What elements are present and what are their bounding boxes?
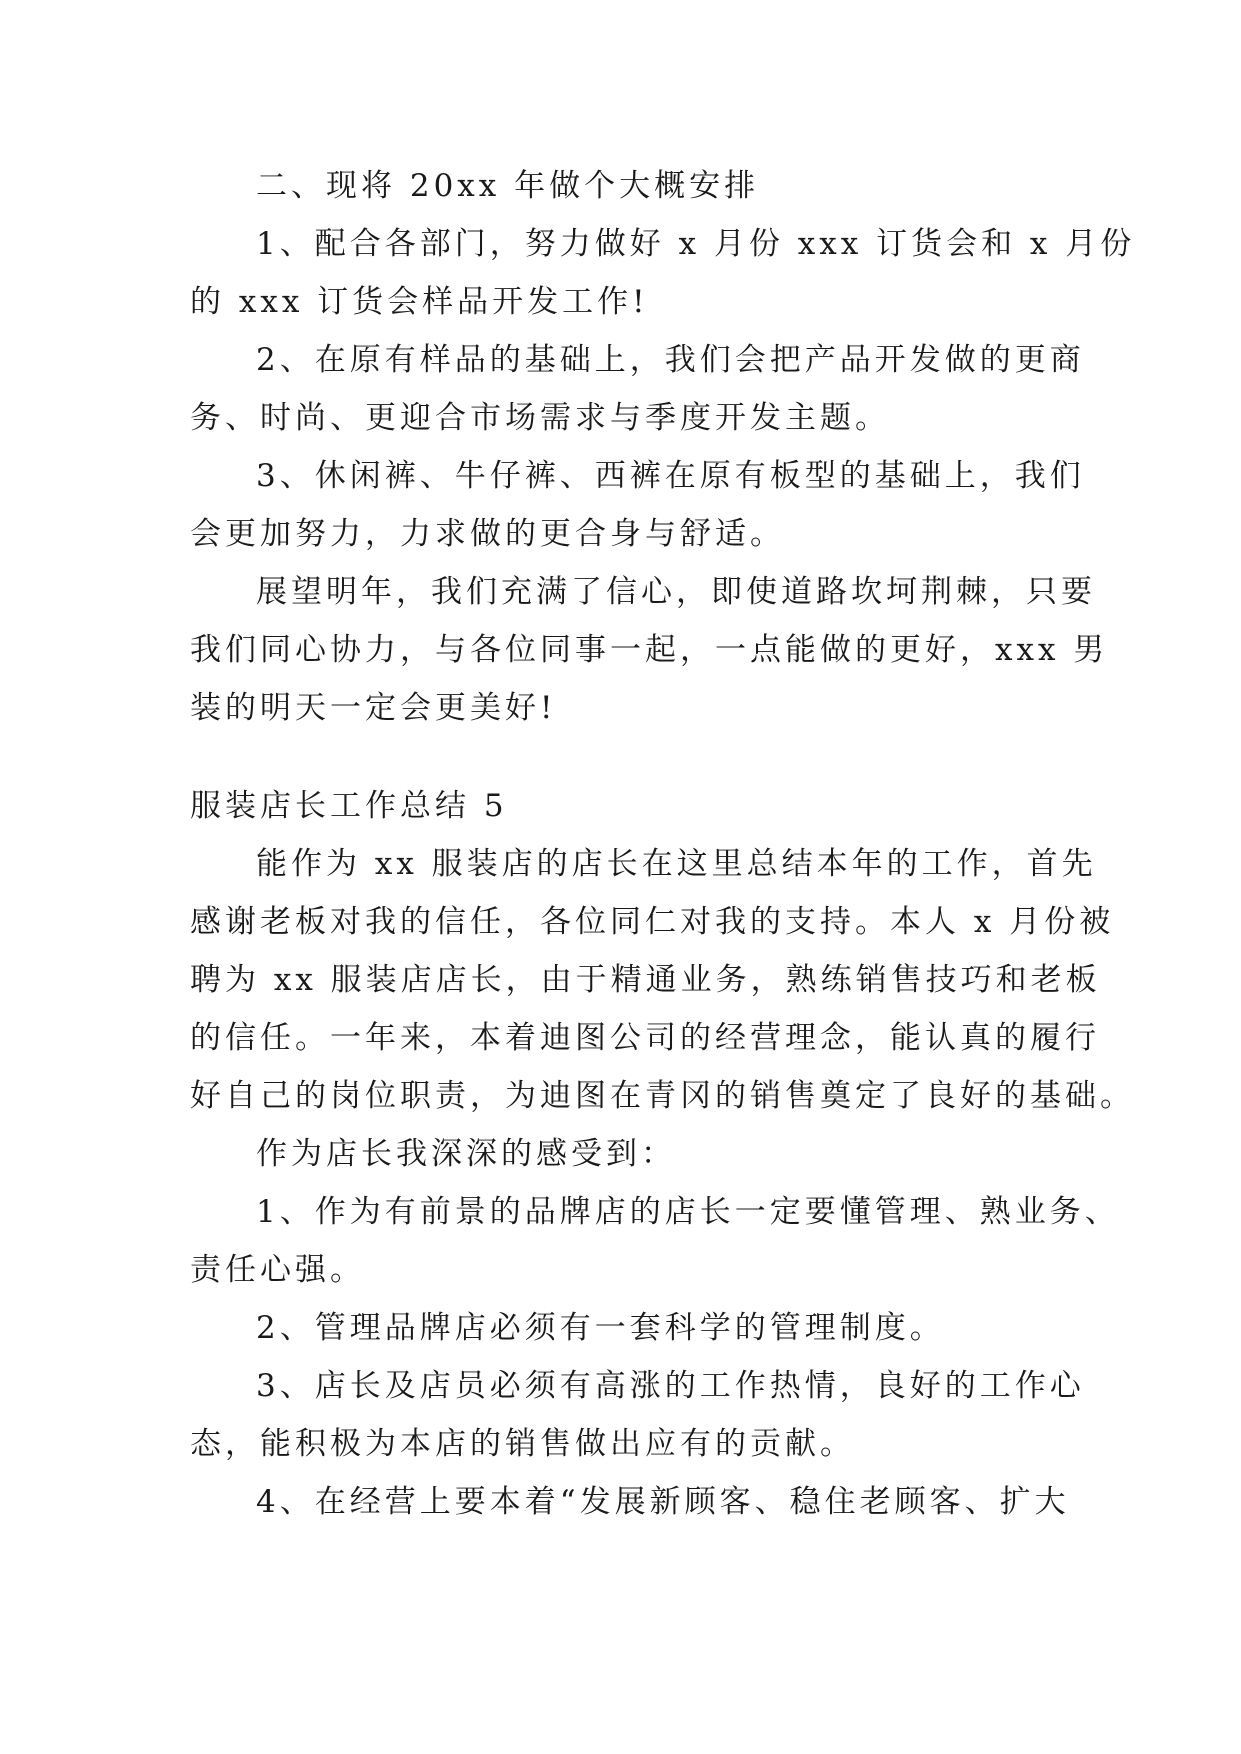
paragraph-line: 感谢老板对我的信任，各位同仁对我的支持。本人 x 月份被 [190,904,1115,940]
paragraph-line: 我们同心协力，与各位同事一起，一点能做的更好，xxx 男 [190,632,1109,668]
paragraph-line: 态，能积极为本店的销售做出应有的贡献。 [190,1426,855,1462]
paragraph-line: 的 xxx 订货会样品开发工作! [190,284,649,320]
paragraph-line: 2、管理品牌店必须有一套科学的管理制度。 [256,1310,945,1346]
section-heading: 二、现将 20xx 年做个大概安排 [256,168,760,204]
paragraph-line: 3、店长及店员必须有高涨的工作热情，良好的工作心 [256,1368,1085,1404]
paragraph-line: 好自己的岗位职责，为迪图在青冈的销售奠定了良好的基础。 [190,1078,1135,1114]
paragraph-line: 作为店长我深深的感受到： [256,1136,676,1172]
paragraph-line: 2、在原有样品的基础上，我们会把产品开发做的更商 [256,342,1085,378]
paragraph-line: 务、时尚、更迎合市场需求与季度开发主题。 [190,400,890,436]
paragraph-line: 3、休闲裤、牛仔裤、西裤在原有板型的基础上，我们 [256,458,1085,494]
paragraph-line: 展望明年，我们充满了信心，即使道路坎坷荆棘，只要 [256,574,1096,610]
paragraph-line: 聘为 xx 服装店店长，由于精通业务，熟练销售技巧和老板 [190,962,1101,998]
paragraph-line: 1、作为有前景的品牌店的店长一定要懂管理、熟业务、 [256,1194,1120,1230]
article-title: 服装店长工作总结 5 [190,788,508,824]
paragraph-line: 会更加努力，力求做的更合身与舒适。 [190,516,785,552]
paragraph-line: 1、配合各部门，努力做好 x 月份 xxx 订货会和 x 月份 [256,226,1136,262]
paragraph-line: 装的明天一定会更美好! [190,690,557,726]
paragraph-line: 责任心强。 [190,1252,365,1288]
paragraph-line: 的信任。一年来，本着迪图公司的经营理念，能认真的履行 [190,1020,1100,1056]
paragraph-line: 4、在经营上要本着“发展新顾客、稳住老顾客、扩大 [256,1484,1070,1520]
paragraph-line: 能作为 xx 服装店的店长在这里总结本年的工作，首先 [256,846,1097,882]
